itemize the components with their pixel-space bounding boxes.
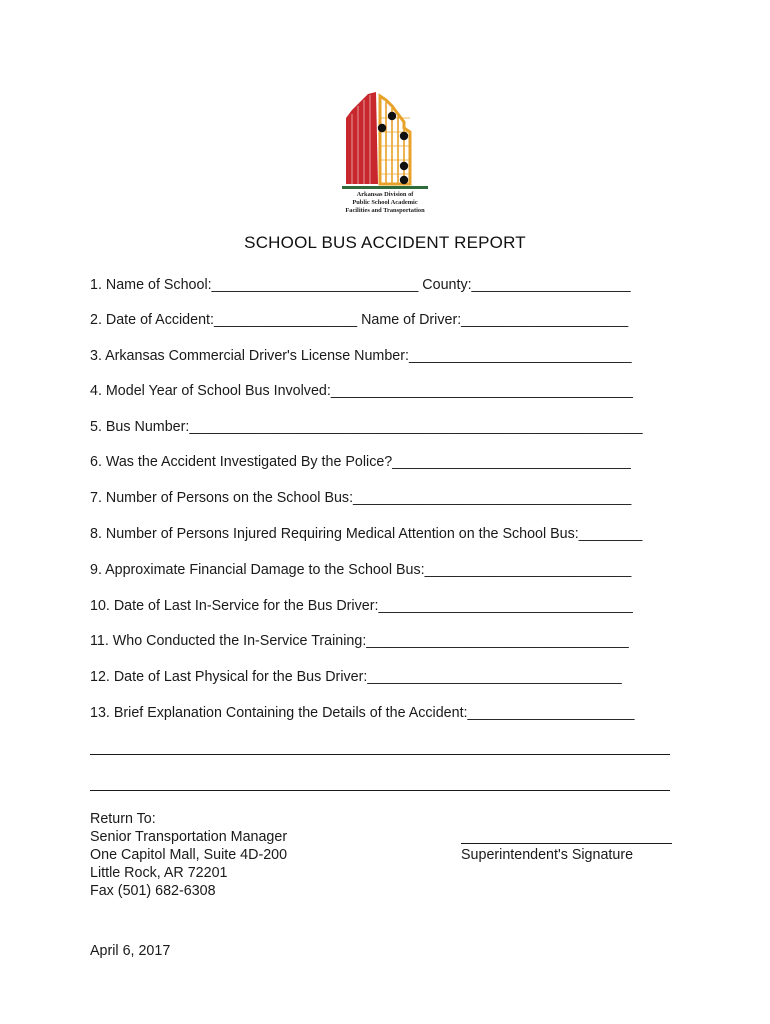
document-date: April 6, 2017 [90,943,171,959]
return-address [90,810,287,900]
field-financial-damage[interactable]: 9. Approximate Financial Damage to the School Bus:__________________________ [90,562,632,578]
return-line-2: One Capitol Mall, Suite 4D-200 [90,847,288,863]
field-persons-on-bus[interactable]: 7. Number of Persons on the School Bus:___________________________________ [90,490,632,506]
field-license-number[interactable]: 3. Arkansas Commercial Driver's License Number:____________________________ [90,348,632,364]
explanation-line-1[interactable] [90,754,670,755]
field-explanation[interactable]: 13. Brief Explanation Containing the Details of the Accident:_____________________ [90,705,635,721]
report-title: SCHOOL BUS ACCIDENT REPORT [244,233,526,252]
field-last-inservice[interactable]: 10. Date of Last In-Service for the Bus Driver:________________________________ [90,598,633,614]
org-name-line-2: Public School Academic [352,199,418,206]
org-name-line-1: Arkansas Division of [356,191,414,198]
return-line-3: Little Rock, AR 72201 [90,865,228,881]
return-heading: Return To: [90,811,156,827]
org-name-line-3: Facilities and Transportation [345,207,425,214]
field-persons-injured[interactable]: 8. Number of Persons Injured Requiring Medical Attention on the School Bus:________ [90,526,643,542]
explanation-line-2[interactable] [90,790,670,791]
field-inservice-conductor[interactable]: 11. Who Conducted the In-Service Training:_________________________________ [90,633,629,649]
field-police-investigated[interactable]: 6. Was the Accident Investigated By the Police?______________________________ [90,454,631,470]
return-line-4: Fax (501) 682-6308 [90,883,216,899]
field-last-physical[interactable]: 12. Date of Last Physical for the Bus Driver:________________________________ [90,669,622,685]
field-school-county[interactable]: 1. Name of School:__________________________ County:____________________ [90,277,631,293]
field-date-driver[interactable]: 2. Date of Accident:__________________ Name of Driver:_____________________ [90,312,629,328]
signature-line[interactable] [461,843,672,844]
field-bus-number[interactable]: 5. Bus Number:_________________________________________________________ [90,419,643,435]
building-icon [330,88,440,193]
field-model-year[interactable]: 4. Model Year of School Bus Involved:______________________________________ [90,383,633,399]
signature-label: Superintendent's Signature [461,847,634,863]
return-line-1: Senior Transportation Manager [90,829,288,845]
